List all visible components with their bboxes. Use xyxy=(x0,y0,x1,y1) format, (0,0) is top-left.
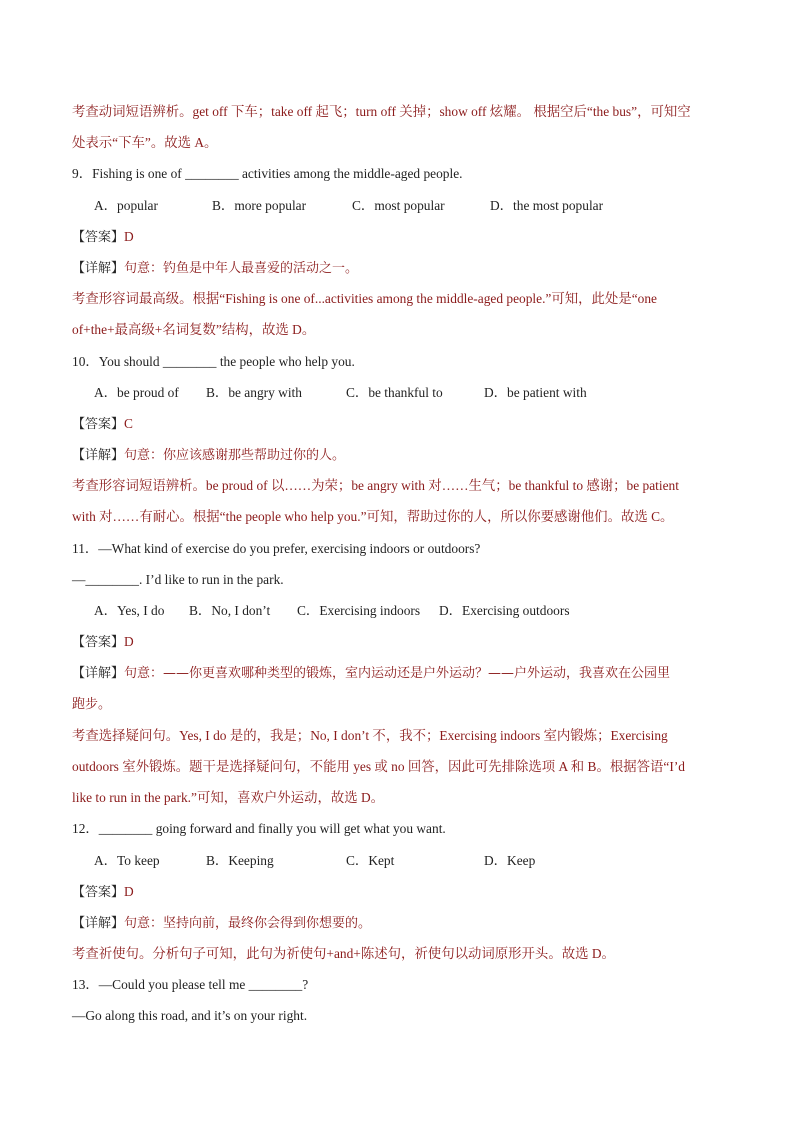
explanation-line: 考查形容词短语辨析。be proud of 以……为荣；be angry with 对……生气；be thankful to 感谢；be patient xyxy=(72,478,679,494)
question-line: 12．________ going forward and finally you will get what you want. xyxy=(72,821,446,837)
answer-label: 【答案】 xyxy=(72,416,125,432)
option-choice: B．Keeping xyxy=(206,852,274,868)
detail-label: 【详解】 xyxy=(72,260,125,276)
explanation-line: 考查动词短语辨析。get off 下车；take off 起飞；turn off 关掉；show off 炫耀。 根据空后“the bus”，可知空 xyxy=(72,104,691,119)
question-line: —Go along this road, and it’s on your right. xyxy=(72,1008,308,1024)
option-choice: B．more popular xyxy=(212,197,307,213)
explanation-line: 考查祈使句。分析句子可知，此句为祈使句+and+陈述句，祈使句以动词原形开头。故选 D。 xyxy=(72,946,615,962)
option-choice: D．be patient with xyxy=(484,384,587,400)
answer-label: 【答案】 xyxy=(72,635,125,651)
detail-line xyxy=(72,439,728,470)
detail-continuation: 跑步。 xyxy=(72,696,112,712)
answer-value: D xyxy=(124,228,134,244)
option-choice: A．be proud of xyxy=(94,384,179,400)
question-line: 9．Fishing is one of ________ activities among the middle-aged people. xyxy=(72,166,463,182)
explanation-line: outdoors 室外锻炼。题干是选择疑问句，不能用 yes 或 no 回答，因此可先排除选项 A 和 B。根据答语“I’d xyxy=(72,758,685,774)
document-page xyxy=(72,96,728,1032)
question-line: 10．You should ________ the people who help you. xyxy=(72,353,355,369)
answer-line xyxy=(72,876,728,907)
answer-value: D xyxy=(124,883,134,899)
detail-label: 【详解】 xyxy=(72,448,125,464)
option-choice: C．Kept xyxy=(346,852,395,868)
explanation-line: 考查选择疑问句。Yes, I do 是的，我是；No, I don’t 不，我不；Exercising indoors 室内锻炼；Exercising xyxy=(72,727,668,743)
answer-line xyxy=(72,626,728,657)
options-row xyxy=(72,595,728,626)
detail-text: 句意：——你更喜欢哪种类型的锻炼，室内运动还是户外运动？——户外运动，我喜欢在公园里 xyxy=(124,666,671,682)
option-choice: A．popular xyxy=(94,197,158,213)
option-choice: B．be angry with xyxy=(206,384,302,400)
option-choice: B．No, I don’t xyxy=(189,603,271,618)
options-row xyxy=(72,190,728,221)
options-row xyxy=(72,845,728,876)
question-line: —________. I’d like to run in the park. xyxy=(72,571,284,587)
option-choice: D．Exercising outdoors xyxy=(439,603,570,618)
explanation-line: 处表示“下车”。故选 A。 xyxy=(72,135,218,151)
question-line: 13．—Could you please tell me ________? xyxy=(72,977,309,993)
option-choice: D．Keep xyxy=(484,852,536,868)
detail-line xyxy=(72,657,728,688)
option-choice: A．To keep xyxy=(94,852,160,868)
explanation-line: 考查形容词最高级。根据“Fishing is one of...activities among the middle-aged people.”可知，此处是“one xyxy=(72,291,657,307)
option-choice: A．Yes, I do xyxy=(94,603,165,618)
detail-line xyxy=(72,252,728,283)
question-line: 11．—What kind of exercise do you prefer, exercising indoors or outdoors? xyxy=(72,540,481,556)
option-choice: C．Exercising indoors xyxy=(297,603,421,618)
option-choice: C．most popular xyxy=(352,197,445,213)
detail-line xyxy=(72,907,728,938)
answer-label: 【答案】 xyxy=(72,884,125,900)
option-choice: D．the most popular xyxy=(490,197,604,213)
options-row xyxy=(72,377,728,408)
detail-text: 句意：坚持向前，最终你会得到你想要的。 xyxy=(124,915,372,931)
detail-label: 【详解】 xyxy=(72,915,125,931)
answer-label: 【答案】 xyxy=(72,229,125,245)
explanation-line: of+the+最高级+名词复数”结构，故选 D。 xyxy=(72,322,316,338)
option-choice: C．be thankful to xyxy=(346,384,443,400)
explanation-line: like to run in the park.”可知，喜欢户外运动，故选 D。 xyxy=(72,790,385,806)
answer-value: D xyxy=(124,634,134,650)
detail-label: 【详解】 xyxy=(72,666,125,682)
answer-value: C xyxy=(124,415,133,431)
detail-text: 句意：钓鱼是中年人最喜爱的活动之一。 xyxy=(124,260,359,276)
detail-text: 句意：你应该感谢那些帮助过你的人。 xyxy=(124,448,346,464)
answer-line xyxy=(72,221,728,252)
explanation-line: with 对……有耐心。根据“the people who help you.”可知，帮助过你的人，所以你要感谢他们。故选 C。 xyxy=(72,509,674,525)
answer-line xyxy=(72,408,728,439)
